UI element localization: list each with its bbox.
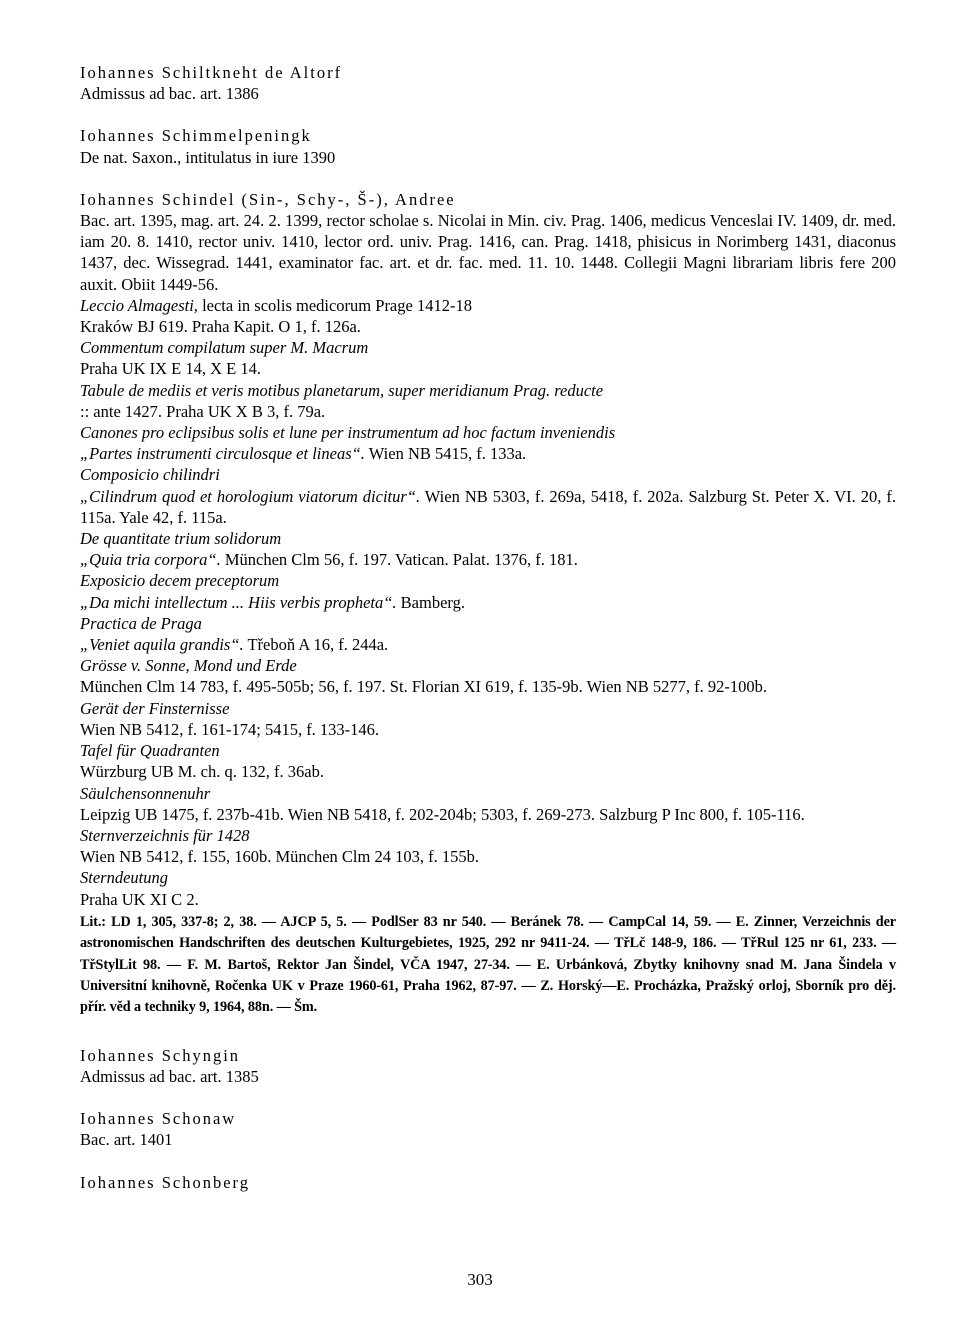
work-item	[80, 337, 896, 379]
work-title: Sterndeutung	[80, 868, 168, 888]
work-info: München Clm 14 783, f. 495-505b; 56, f. 197. St. Florian XI 619, f. 135-9b. Wien NB 5277, f. 92-100b.	[80, 677, 767, 697]
entry-schonaw	[80, 1108, 896, 1150]
document-page	[80, 62, 896, 1193]
work-info: Praha UK IX E 14, X E 14.	[80, 359, 262, 379]
entry-detail: Bac. art. 1401	[80, 1130, 173, 1150]
work-item	[80, 655, 896, 697]
work-title: Grösse v. Sonne, Mond und Erde	[80, 656, 297, 676]
work-title: Canones pro eclipsibus solis et lune per instrumentum ad hoc factum inveniendis	[80, 423, 616, 443]
literature-references: Lit.: LD 1, 305, 337-8; 2, 38. — AJCP 5, 5. — PodlSer 83 nr 540. — Beránek 78. — CampCal 14, 59. — E. Zinner, Verzeichnis der astronomischen Handschriften des deutschen Kulturgebietes, 1925, 292 nr 9411-24. — TřLč 148-9, 186. — TřRul 125 nr 61, 233. — TřStylLit 98. — F. M. Bartoš, Rektor Jan Šindel, VČA 1947, 27-34. — E. Urbánková, Zbytky knihovny snad M. Jana Šindela v Universitní knihovně, Ročenka UK v Praze 1960-61, Praha 1962, 87-97. — Z. Horský—E. Procházka, Pražský orloj, Sborník pro děj. přír. věd a techniky 9, 1964, 88n. — Šm.	[80, 913, 896, 1016]
entry-name: Iohannes Schonaw	[80, 1109, 237, 1129]
entry-schonberg	[80, 1172, 896, 1193]
entry-name: Iohannes Schimmelpeningk	[80, 126, 312, 146]
work-info: Třeboň A 16, f. 244a.	[243, 635, 389, 655]
work-incipit: „Veniet aquila grandis“.	[80, 635, 244, 655]
work-info: Leipzig UB 1475, f. 237b-41b. Wien NB 5418, f. 202-204b; 5303, f. 269-273. Salzburg P Inc 800, f. 105-116.	[80, 804, 805, 824]
work-title: Commentum compilatum super M. Macrum	[80, 338, 369, 358]
work-title: Gerät der Finsternisse	[80, 698, 230, 718]
work-title: Sternverzeichnis für 1428	[80, 825, 250, 845]
work-item	[80, 613, 896, 655]
work-item	[80, 570, 896, 612]
entry-schindel	[80, 189, 896, 1019]
work-item	[80, 698, 896, 740]
work-incipit: „Quia tria corpora“.	[80, 550, 221, 570]
entry-biography: Bac. art. 1395, mag. art. 24. 2. 1399, rector scholae s. Nicolai in Min. civ. Prag. 1406, medicus Venceslai IV. 1409, dr. med. iam 20. 8. 1410, rector univ. 1410, lector ord. univ. Prag. 1416, can. Prag. 1418, phisicus in Norimberg 1431, diaconus 1437, dec. Wissegrad. 1441, examinator fac. art. et dr. fac. med. 11. 10. 1448. Collegii Magni librariam libris fere 200 auxit. Obiit 1449-56.	[80, 211, 896, 294]
work-item	[80, 825, 896, 867]
work-item	[80, 867, 896, 909]
entry-name: Iohannes Schonberg	[80, 1172, 250, 1192]
work-item	[80, 422, 896, 464]
work-info: Wien NB 5415, f. 133a.	[364, 444, 527, 464]
work-info: Wien NB 5303, f. 269a, 5418, f. 202a. Salzburg St. Peter X. VI. 20, f. 115a. Yale 42, f. 115a.	[80, 486, 896, 527]
work-info: Wien NB 5412, f. 155, 160b. München Clm 24 103, f. 155b.	[80, 847, 479, 867]
page-number: 303	[467, 1270, 493, 1289]
work-item	[80, 783, 896, 825]
entry-name: Iohannes Schiltkneht de Altorf	[80, 63, 343, 82]
entry-detail: Admissus ad bac. art. 1386	[80, 84, 259, 104]
work-title: De quantitate trium solidorum	[80, 529, 282, 549]
work-info: :: ante 1427. Praha UK X B 3, f. 79a.	[80, 401, 326, 421]
entry-schyngin	[80, 1045, 896, 1087]
work-title: Practica de Praga	[80, 613, 202, 633]
work-title: Composicio chilindri	[80, 465, 220, 485]
entry-name: Iohannes Schyngin	[80, 1045, 241, 1065]
entry-name: Iohannes Schindel (Sin-, Schy-, Š-), Andree	[80, 189, 456, 209]
work-title: Tafel für Quadranten	[80, 741, 220, 761]
entry-schiltkneht	[80, 62, 896, 104]
work-info: Kraków BJ 619. Praha Kapit. O 1, f. 126a.	[80, 317, 361, 337]
work-incipit: „Cilindrum quod et horologium viatorum dicitur“.	[80, 486, 421, 506]
work-incipit: „Partes instrumenti circulosque et lineas“.	[80, 444, 365, 464]
work-title: Säulchensonnenuhr	[80, 783, 211, 803]
work-title: Tabule de mediis et veris motibus planetarum, super meridianum Prag. reducte	[80, 380, 604, 400]
work-info: Wien NB 5412, f. 161-174; 5415, f. 133-146.	[80, 719, 380, 739]
work-item	[80, 464, 896, 528]
work-info: Praha UK XI C 2.	[80, 889, 199, 909]
work-item	[80, 740, 896, 782]
work-title: Exposicio decem preceptorum	[80, 571, 280, 591]
work-item	[80, 295, 896, 337]
work-title-rest: lecta in scolis medicorum Prage 1412-18	[197, 295, 472, 315]
work-info: München Clm 56, f. 197. Vatican. Palat. 1376, f. 181.	[220, 550, 578, 570]
work-incipit: „Da michi intellectum ... Hiis verbis propheta“.	[80, 592, 397, 612]
work-info: Würzburg UB M. ch. q. 132, f. 36ab.	[80, 762, 324, 782]
entry-schimmelpeningk	[80, 125, 896, 167]
entry-detail: Admissus ad bac. art. 1385	[80, 1066, 259, 1086]
work-title: Leccio Almagesti,	[80, 295, 198, 315]
work-item	[80, 380, 896, 422]
work-info: Bamberg.	[396, 592, 465, 612]
entry-detail: De nat. Saxon., intitulatus in iure 1390	[80, 147, 336, 167]
work-item	[80, 528, 896, 570]
